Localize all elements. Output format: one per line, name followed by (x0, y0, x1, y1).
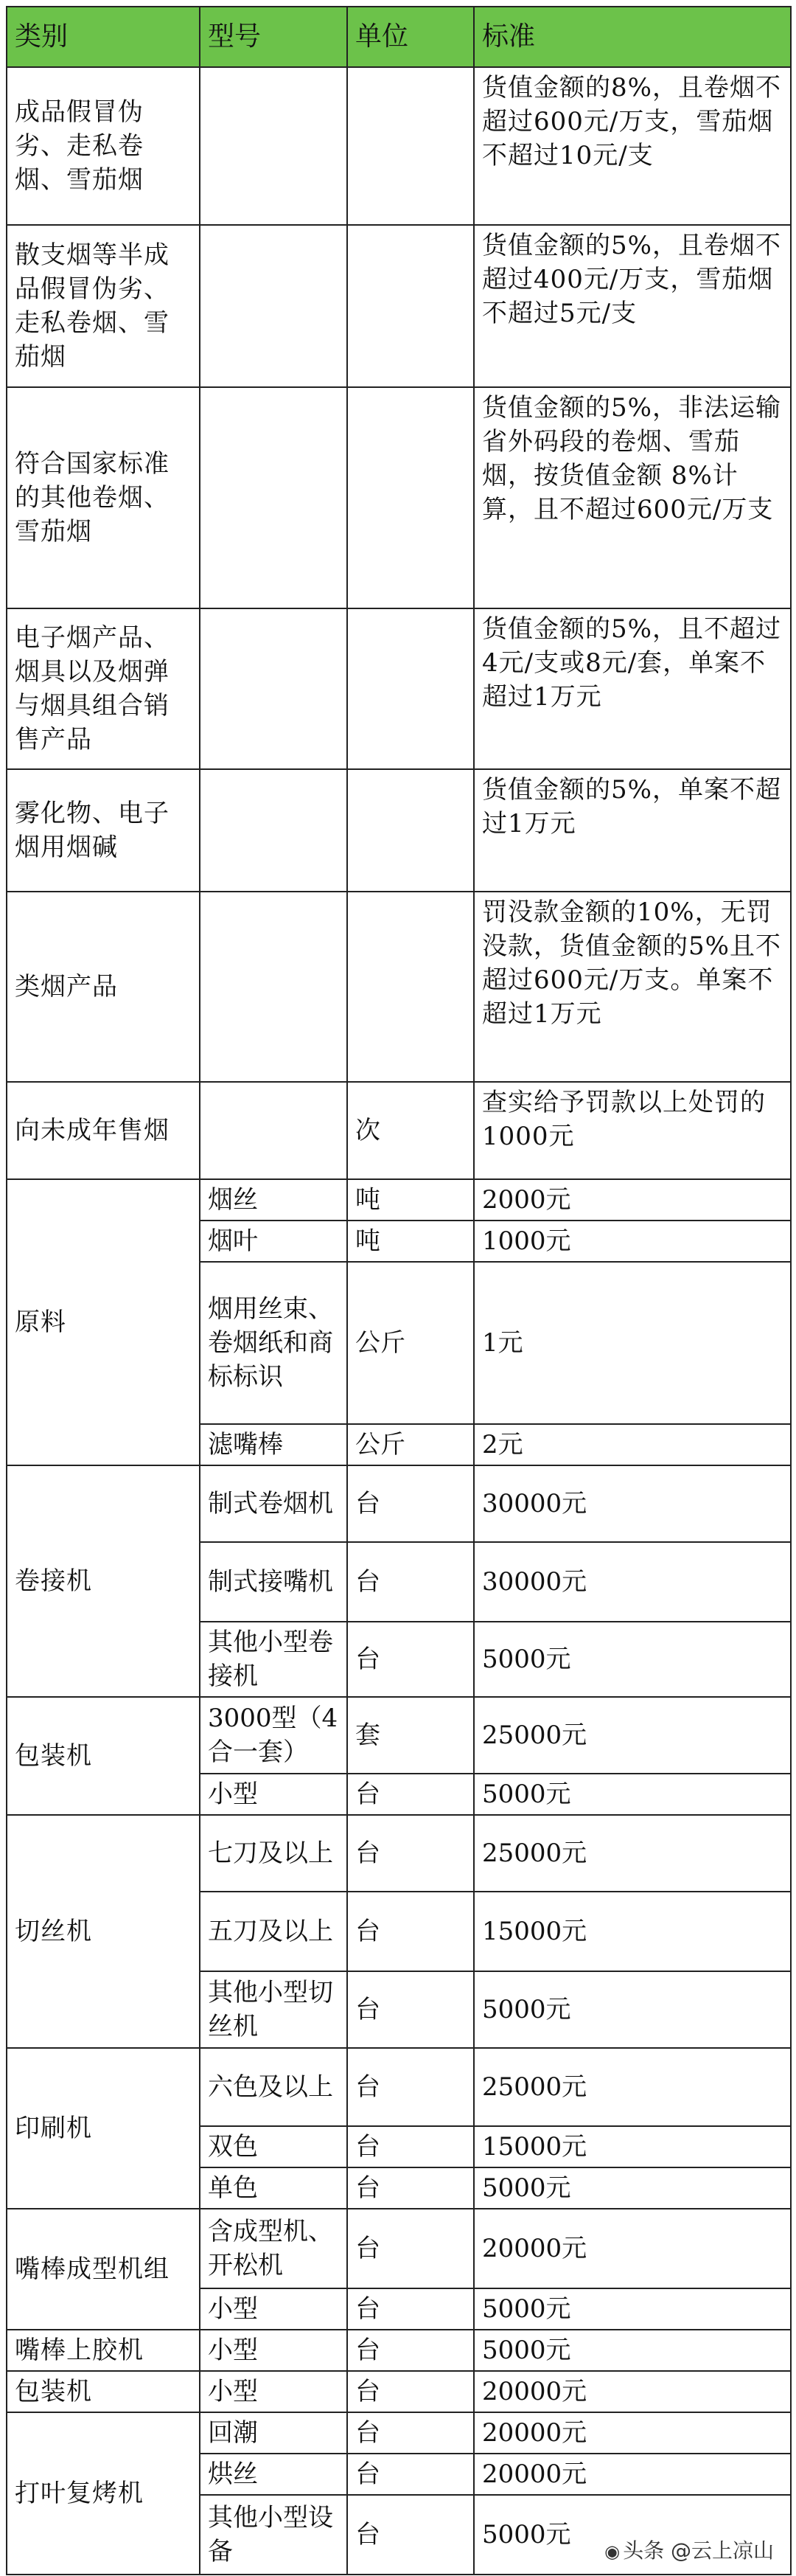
model-cell: 其他小型设备 (200, 2495, 347, 2575)
unit-cell: 吨 (347, 1179, 474, 1221)
unit-cell: 台 (347, 2412, 474, 2454)
watermark-text: 头条 @云上凉山 (623, 2538, 774, 2563)
standard-cell: 2000元 (474, 1179, 791, 1221)
table-row (7, 67, 791, 225)
category-cell: 打叶复烤机 (7, 2412, 200, 2575)
table-row (7, 608, 791, 769)
standard-cell: 查实给予罚款以上处罚的1000元 (474, 1082, 791, 1179)
model-cell: 含成型机、开松机 (200, 2209, 347, 2288)
table-row (7, 2330, 791, 2371)
category-cell: 符合国家标准的其他卷烟、雪茄烟 (7, 387, 200, 608)
model-cell: 制式卷烟机 (200, 1465, 347, 1542)
category-cell: 散支烟等半成品假冒伪劣、走私卷烟、雪茄烟 (7, 225, 200, 387)
category-cell: 包装机 (7, 2371, 200, 2412)
unit-cell: 台 (347, 1971, 474, 2048)
model-cell: 小型 (200, 2371, 347, 2412)
model-cell: 七刀及以上 (200, 1815, 347, 1892)
model-cell (200, 608, 347, 769)
standard-cell: 5000元 (474, 1622, 791, 1697)
model-cell: 单色 (200, 2167, 347, 2209)
model-cell: 回潮 (200, 2412, 347, 2454)
unit-cell: 公斤 (347, 1262, 474, 1424)
unit-cell: 台 (347, 2371, 474, 2412)
standard-cell: 5000元 (474, 2288, 791, 2330)
standard-cell: 20000元 (474, 2371, 791, 2412)
category-cell: 包装机 (7, 1697, 200, 1815)
unit-cell: 台 (347, 1542, 474, 1622)
watermark (600, 2533, 778, 2566)
category-cell: 切丝机 (7, 1815, 200, 2048)
model-cell (200, 769, 347, 892)
standard-cell: 5000元 (474, 2330, 791, 2371)
standard-cell: 25000元 (474, 2048, 791, 2126)
model-cell: 小型 (200, 1774, 347, 1815)
unit-cell: 次 (347, 1082, 474, 1179)
model-cell: 双色 (200, 2126, 347, 2167)
model-cell: 其他小型卷接机 (200, 1622, 347, 1697)
category-cell: 电子烟产品、烟具以及烟弹与烟具组合销售产品 (7, 608, 200, 769)
camera-icon: ◉ (604, 2541, 621, 2562)
standard-cell: 20000元 (474, 2412, 791, 2454)
standard-cell: 25000元 (474, 1815, 791, 1892)
model-cell: 制式接嘴机 (200, 1542, 347, 1622)
model-cell: 小型 (200, 2288, 347, 2330)
standard-cell: 货值金额的5%，非法运输省外码段的卷烟、雪茄烟，按货值金额 8%计算，且不超过600元/万支 (474, 387, 791, 608)
header-unit: 单位 (347, 7, 474, 67)
table-row (7, 769, 791, 892)
standard-cell: 30000元 (474, 1465, 791, 1542)
unit-cell: 台 (347, 1622, 474, 1697)
unit-cell: 台 (347, 2167, 474, 2209)
unit-cell (347, 387, 474, 608)
unit-cell (347, 67, 474, 225)
table-row (7, 2048, 791, 2126)
standard-cell: 5000元 (474, 1971, 791, 2048)
unit-cell: 台 (347, 1465, 474, 1542)
table-row (7, 1815, 791, 1892)
table-row (7, 1697, 791, 1774)
model-cell: 小型 (200, 2330, 347, 2371)
header-row (7, 7, 791, 67)
table-row (7, 1082, 791, 1179)
category-cell: 雾化物、电子烟用烟碱 (7, 769, 200, 892)
header-standard: 标准 (474, 7, 791, 67)
unit-cell (347, 608, 474, 769)
category-cell: 嘴棒上胶机 (7, 2330, 200, 2371)
header-model: 型号 (200, 7, 347, 67)
unit-cell: 公斤 (347, 1424, 474, 1465)
unit-cell: 台 (347, 1815, 474, 1892)
standard-cell: 2元 (474, 1424, 791, 1465)
unit-cell: 台 (347, 2454, 474, 2495)
standard-cell: 25000元 (474, 1697, 791, 1774)
model-cell: 3000型（4合一套） (200, 1697, 347, 1774)
unit-cell: 台 (347, 2495, 474, 2575)
model-cell: 滤嘴棒 (200, 1424, 347, 1465)
standard-cell: 15000元 (474, 1892, 791, 1971)
unit-cell: 台 (347, 1774, 474, 1815)
standard-cell: 5000元 (474, 2167, 791, 2209)
table-row (7, 892, 791, 1082)
standard-cell: 5000元 (474, 1774, 791, 1815)
table-row (7, 2412, 791, 2454)
category-cell: 类烟产品 (7, 892, 200, 1082)
standard-cell: 20000元 (474, 2209, 791, 2288)
unit-cell: 台 (347, 2209, 474, 2288)
table-row (7, 1465, 791, 1542)
standard-cell: 5000元 (474, 2495, 791, 2575)
category-cell: 向未成年售烟 (7, 1082, 200, 1179)
unit-cell (347, 892, 474, 1082)
unit-cell: 台 (347, 2126, 474, 2167)
model-cell (200, 387, 347, 608)
standard-cell: 罚没款金额的10%，无罚没款，货值金额的5%且不超过600元/万支。单案不超过1万元 (474, 892, 791, 1082)
category-cell: 原料 (7, 1179, 200, 1465)
model-cell (200, 1082, 347, 1179)
model-cell: 五刀及以上 (200, 1892, 347, 1971)
unit-cell (347, 769, 474, 892)
table-row (7, 2209, 791, 2288)
unit-cell: 吨 (347, 1221, 474, 1262)
unit-cell: 台 (347, 2330, 474, 2371)
standard-cell: 货值金额的8%，且卷烟不超过600元/万支，雪茄烟不超过10元/支 (474, 67, 791, 225)
unit-cell (347, 225, 474, 387)
header-category: 类别 (7, 7, 200, 67)
standard-cell: 货值金额的5%，且卷烟不超过400元/万支，雪茄烟不超过5元/支 (474, 225, 791, 387)
model-cell (200, 67, 347, 225)
category-cell: 印刷机 (7, 2048, 200, 2209)
standard-cell: 20000元 (474, 2454, 791, 2495)
category-cell: 卷接机 (7, 1465, 200, 1697)
unit-cell: 台 (347, 2048, 474, 2126)
model-cell: 烟叶 (200, 1221, 347, 1262)
category-cell: 嘴棒成型机组 (7, 2209, 200, 2330)
model-cell: 六色及以上 (200, 2048, 347, 2126)
table-row (7, 225, 791, 387)
standard-cell: 1000元 (474, 1221, 791, 1262)
standard-cell: 1元 (474, 1262, 791, 1424)
model-cell: 烟用丝束、卷烟纸和商标标识 (200, 1262, 347, 1424)
standard-cell: 货值金额的5%，单案不超过1万元 (474, 769, 791, 892)
unit-cell: 套 (347, 1697, 474, 1774)
unit-cell: 台 (347, 1892, 474, 1971)
standard-cell: 30000元 (474, 1542, 791, 1622)
table-row (7, 2371, 791, 2412)
category-cell: 成品假冒伪劣、走私卷烟、雪茄烟 (7, 67, 200, 225)
model-cell: 烘丝 (200, 2454, 347, 2495)
model-cell: 其他小型切丝机 (200, 1971, 347, 2048)
standard-cell: 15000元 (474, 2126, 791, 2167)
penalty-standard-table (6, 6, 792, 2575)
model-cell (200, 225, 347, 387)
table-row (7, 387, 791, 608)
standard-cell: 货值金额的5%，且不超过4元/支或8元/套，单案不超过1万元 (474, 608, 791, 769)
unit-cell: 台 (347, 2288, 474, 2330)
model-cell (200, 892, 347, 1082)
model-cell: 烟丝 (200, 1179, 347, 1221)
table-row (7, 1179, 791, 1221)
